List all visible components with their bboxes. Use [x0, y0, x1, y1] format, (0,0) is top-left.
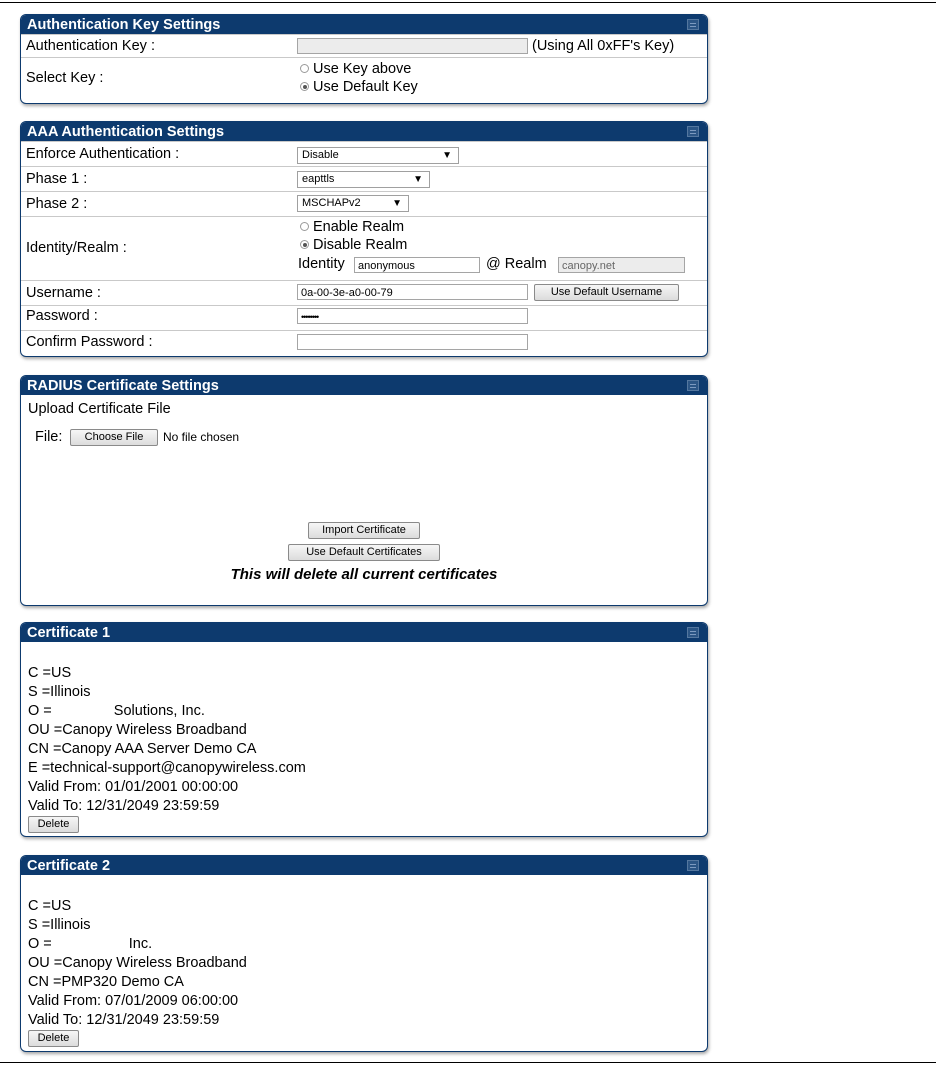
phase2-row — [21, 191, 707, 216]
auth-key-panel-header — [21, 15, 707, 34]
select-key-label: Select Key : — [26, 70, 104, 86]
identity-input[interactable]: anonymous — [354, 257, 480, 273]
cert1-valid-to: Valid To: 12/31/2049 23:59:59 — [28, 798, 220, 814]
confirm-password-row — [21, 330, 707, 357]
use-default-key-radio[interactable] — [300, 82, 309, 91]
confirm-password-label: Confirm Password : — [26, 334, 153, 350]
identity-label: Identity — [298, 256, 345, 272]
cert2-country: C =US — [28, 898, 72, 914]
phase2-label: Phase 2 : — [26, 196, 88, 212]
phase1-select-value: eapttls — [302, 173, 335, 185]
collapse-icon[interactable] — [687, 126, 699, 137]
top-divider — [0, 2, 936, 3]
password-label: Password : — [26, 308, 98, 324]
cert1-common-name: CN =Canopy AAA Server Demo CA — [28, 741, 257, 757]
enforce-label: Enforce Authentication : — [26, 146, 180, 162]
radius-panel-title: RADIUS Certificate Settings — [27, 378, 219, 394]
aaa-panel — [20, 121, 708, 357]
aaa-panel-header — [21, 122, 707, 141]
cert2-org-unit: OU =Canopy Wireless Broadband — [28, 955, 247, 971]
disable-realm-option[interactable] — [300, 237, 407, 253]
certificate-2-details — [28, 897, 247, 1030]
cert2-state: S =Illinois — [28, 917, 91, 933]
confirm-password-input[interactable] — [297, 334, 528, 350]
cert2-org-suffix: Inc. — [128, 936, 153, 952]
auth-key-panel — [20, 14, 708, 104]
delete-certificate-2-button[interactable]: Delete — [28, 1030, 79, 1047]
chevron-down-icon: ▼ — [392, 198, 402, 209]
cert1-state: S =Illinois — [28, 684, 91, 700]
phase2-select[interactable] — [297, 195, 409, 212]
use-default-key-text: Use Default Key — [313, 79, 418, 95]
password-row — [21, 305, 707, 330]
phase1-select[interactable] — [297, 171, 430, 188]
phase2-select-value: MSCHAPv2 — [302, 197, 361, 209]
enforce-row — [21, 141, 707, 166]
cert1-valid-from: Valid From: 01/01/2001 00:00:00 — [28, 779, 239, 795]
radius-panel-header — [21, 376, 707, 395]
certificate-1-panel — [20, 622, 708, 837]
radius-panel — [20, 375, 708, 606]
auth-key-panel-title: Authentication Key Settings — [27, 17, 221, 33]
enable-realm-option[interactable] — [300, 219, 404, 235]
cert1-organization — [28, 702, 306, 721]
no-file-chosen-text: No file chosen — [163, 430, 240, 444]
aaa-panel-title: AAA Authentication Settings — [27, 124, 225, 140]
use-default-certificates-button[interactable]: Use Default Certificates — [288, 544, 440, 561]
enable-realm-radio[interactable] — [300, 222, 309, 231]
identity-realm-label: Identity/Realm : — [26, 240, 127, 256]
use-default-username-button[interactable]: Use Default Username — [534, 284, 679, 301]
cert2-org-prefix: O = — [28, 936, 52, 952]
collapse-icon[interactable] — [687, 860, 699, 871]
disable-realm-radio[interactable] — [300, 240, 309, 249]
cert1-org-suffix: Solutions, Inc. — [113, 703, 205, 719]
chevron-down-icon: ▼ — [413, 174, 423, 185]
phase1-row — [21, 166, 707, 191]
chevron-down-icon: ▼ — [442, 150, 452, 161]
auth-key-label: Authentication Key : — [26, 38, 155, 54]
realm-input[interactable]: canopy.net — [558, 257, 685, 273]
use-default-key-option[interactable] — [300, 79, 418, 95]
password-input[interactable]: •••••••• — [297, 308, 528, 324]
username-row — [21, 280, 707, 305]
cert1-email: E =technical-support@canopywireless.com — [28, 760, 306, 776]
realm-at-label: @ Realm — [486, 256, 547, 272]
auth-key-input[interactable] — [297, 38, 528, 54]
auth-key-note: (Using All 0xFF's Key) — [532, 38, 675, 54]
file-label: File: — [35, 429, 63, 445]
collapse-icon[interactable] — [687, 380, 699, 391]
use-key-above-option[interactable] — [300, 61, 411, 77]
certificate-1-details — [28, 664, 306, 816]
username-label: Username : — [26, 285, 101, 301]
cert1-org-prefix: O = — [28, 703, 52, 719]
enable-realm-text: Enable Realm — [313, 219, 405, 235]
cert2-organization — [28, 935, 247, 954]
bottom-divider — [0, 1062, 936, 1063]
certificate-2-header — [21, 856, 707, 875]
auth-key-row — [21, 34, 707, 57]
cert1-org-unit: OU =Canopy Wireless Broadband — [28, 722, 247, 738]
cert2-valid-to: Valid To: 12/31/2049 23:59:59 — [28, 1012, 220, 1028]
choose-file-button[interactable]: Choose File — [70, 429, 158, 446]
phase1-label: Phase 1 : — [26, 171, 88, 187]
certificate-2-title: Certificate 2 — [27, 858, 111, 874]
disable-realm-text: Disable Realm — [313, 237, 408, 253]
username-input[interactable]: 0a-00-3e-a0-00-79 — [297, 284, 528, 300]
collapse-icon[interactable] — [687, 627, 699, 638]
enforce-select-value: Disable — [302, 149, 339, 161]
delete-certificate-1-button[interactable]: Delete — [28, 816, 79, 833]
use-key-above-radio[interactable] — [300, 64, 309, 73]
use-key-above-text: Use Key above — [313, 61, 412, 77]
upload-certificate-label: Upload Certificate File — [28, 401, 171, 417]
select-key-row — [21, 57, 707, 102]
cert1-country: C =US — [28, 665, 72, 681]
certificate-1-title: Certificate 1 — [27, 625, 111, 641]
cert2-common-name: CN =PMP320 Demo CA — [28, 974, 184, 990]
certificate-2-panel — [20, 855, 708, 1052]
enforce-select[interactable] — [297, 147, 459, 164]
delete-warning-text: This will delete all current certificates — [230, 566, 498, 583]
cert2-valid-from: Valid From: 07/01/2009 06:00:00 — [28, 993, 239, 1009]
certificate-1-header — [21, 623, 707, 642]
collapse-icon[interactable] — [687, 19, 699, 30]
identity-realm-row — [21, 216, 707, 280]
import-certificate-button[interactable]: Import Certificate — [308, 522, 420, 539]
